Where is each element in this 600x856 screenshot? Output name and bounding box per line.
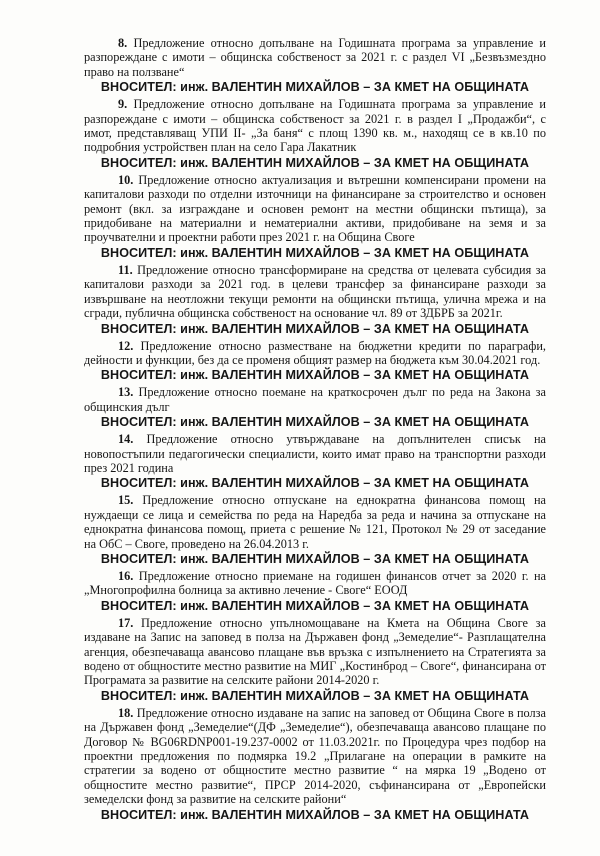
sponsor-line: ВНОСИТЕЛ: инж. ВАЛЕНТИН МИХАЙЛОВ – ЗА КМЕТ НА ОБЩИНАТА (100, 598, 530, 613)
sponsor-line: ВНОСИТЕЛ: инж. ВАЛЕНТИН МИХАЙЛОВ – ЗА КМЕТ НА ОБЩИНАТА (100, 80, 530, 95)
sponsor-line: ВНОСИТЕЛ: инж. ВАЛЕНТИН МИХАЙЛОВ – ЗА КМЕТ НА ОБЩИНАТА (100, 476, 530, 491)
item-text: Предложение относно допълване на Годишната програма за управление и разпореждане с имоти – общинска собственост за 2021 г. с раздел VI „Безвъзмездно право на ползване“ (84, 36, 546, 79)
sponsor-line: ВНОСИТЕЛ: инж. ВАЛЕНТИН МИХАЙЛОВ – ЗА КМЕТ НА ОБЩИНАТА (100, 688, 530, 703)
item-text: Предложение относно поемане на краткосрочен дълг по реда на Закона за общинския дълг (84, 385, 546, 414)
item-number: 18. (118, 705, 134, 720)
agenda-item-18 (84, 706, 546, 823)
item-text: Предложение относно упълномощаване на Кмета на Община Своге за издаване на Запис на заповед в полза на Държавен фонд „Земеделие“- Разплащателна агенция, обезпечаваща авансово плащане във връзка с изпълнението на Стратегията за водено от общностите местно развитие на МИГ „Костинброд – Своге“, финансирана от Програмата за развитие на селските райони 2014-2020 г. (84, 615, 546, 688)
item-text: Предложение относно отпускане на еднократна финансова помощ на нуждаещи се лица и семейства по реда на Наредба за реда и начина за отпускане на еднократна финансова помощ, приета с решение № 121, Протокол № 29 от заседание на ОбС – Своге, проведено на 26.04.2013 г. (84, 493, 546, 551)
item-number: 17. (118, 615, 134, 630)
agenda-item-12 (84, 339, 546, 384)
item-text: Предложение относно приемане на годишен финансов отчет за 2020 г. на „Многопрофилна болница за активно лечение - Своге“ ЕООД (84, 568, 547, 598)
item-number: 9. (118, 97, 128, 112)
item-number: 16. (118, 568, 134, 583)
sponsor-line: ВНОСИТЕЛ: инж. ВАЛЕНТИН МИХАЙЛОВ – ЗА КМЕТ НА ОБЩИНАТА (100, 321, 530, 336)
item-number: 15. (118, 493, 134, 508)
item-text: Предложение относно издаване на запис на заповед от Община Своге в полза на Държавен фонд „Земеделие“(ДФ „Земеделие“), обезпечаваща авансово плащане по Договор № BG06RDNP001-19.237-0002 от 11.03.2021г. по Процедура чрез подбор на проектни предложения по подмярка 19.2 „Прилагане на операции в рамките на стратегии за водено от общностите местно развитие “ на мярка 19 „Водено от общностите местно развитие“, ПРСР 2014-2020, съфинансирана от „Европейски земеделски фонд за развитие на селските райони“ (84, 705, 546, 807)
item-number: 11. (118, 262, 133, 277)
sponsor-line: ВНОСИТЕЛ: инж. ВАЛЕНТИН МИХАЙЛОВ – ЗА КМЕТ НА ОБЩИНАТА (100, 245, 530, 260)
agenda-item-9 (84, 97, 546, 171)
item-text: Предложение относно актуализация и вътрешни компенсирани промени на капиталови разходи по отделни източници на финансиране за строителство и основен ремонт (вкл. за изграждане и основен ремонт на местни общински пътища), за придобиване на материални и нематериални активи, придобиване на земя и за проучвателни и проектни работи през 2021 г. на Община Своге (84, 172, 546, 245)
agenda-item-14 (84, 432, 546, 491)
item-number: 12. (118, 338, 134, 353)
sponsor-line: ВНОСИТЕЛ: инж. ВАЛЕНТИН МИХАЙЛОВ – ЗА КМЕТ НА ОБЩИНАТА (100, 368, 530, 383)
agenda-item-15 (84, 493, 546, 567)
agenda-item-16 (84, 569, 546, 614)
item-number: 14. (118, 432, 134, 447)
sponsor-line: ВНОСИТЕЛ: инж. ВАЛЕНТИН МИХАЙЛОВ – ЗА КМЕТ НА ОБЩИНАТА (100, 551, 530, 566)
item-text: Предложение относно разместване на бюджетни кредити по параграфи, дейности и функции, без да се променя общият размер на бюджета към 30.04.2021 год. (84, 338, 546, 367)
agenda-item-13 (84, 385, 546, 430)
item-number: 10. (118, 172, 134, 187)
agenda-item-10 (84, 173, 546, 261)
item-number: 13. (118, 385, 134, 400)
item-text: Предложение относно допълване на Годишната програма за управление и разпореждане с имоти – общинска собственост за 2021 г. в раздел I „Продажби“, с имот, представляващ УПИ II- „За баня“ с площ 1390 кв. м., находящ се в кв.10 по подробния устройствен план на село Гара Лакатник (84, 97, 546, 155)
item-number: 8. (118, 36, 128, 50)
sponsor-line: ВНОСИТЕЛ: инж. ВАЛЕНТИН МИХАЙЛОВ – ЗА КМЕТ НА ОБЩИНАТА (100, 807, 530, 822)
item-text: Предложение относно утвърждаване на допълнителен списък на новопостъпили педагогически специалисти, които имат право на транспортни разходи през 2021 година (84, 432, 546, 475)
agenda-item-11 (84, 263, 546, 337)
agenda-item-17 (84, 616, 546, 704)
agenda-list (84, 36, 546, 825)
sponsor-line: ВНОСИТЕЛ: инж. ВАЛЕНТИН МИХАЙЛОВ – ЗА КМЕТ НА ОБЩИНАТА (100, 415, 530, 430)
sponsor-line: ВНОСИТЕЛ: инж. ВАЛЕНТИН МИХАЙЛОВ – ЗА КМЕТ НА ОБЩИНАТА (100, 155, 530, 170)
item-text: Предложение относно трансформиране на средства от целевата субсидия за капиталови разходи за 2021 год. в целеви трансфер за финансиране разходи за извършване на неотложни текущи ремонти на общински пътища, улична мрежа и на сгради, публична общинска собственост на основание чл. 89 от ЗДБРБ за 2021г. (84, 262, 546, 321)
agenda-item-8 (84, 36, 546, 95)
